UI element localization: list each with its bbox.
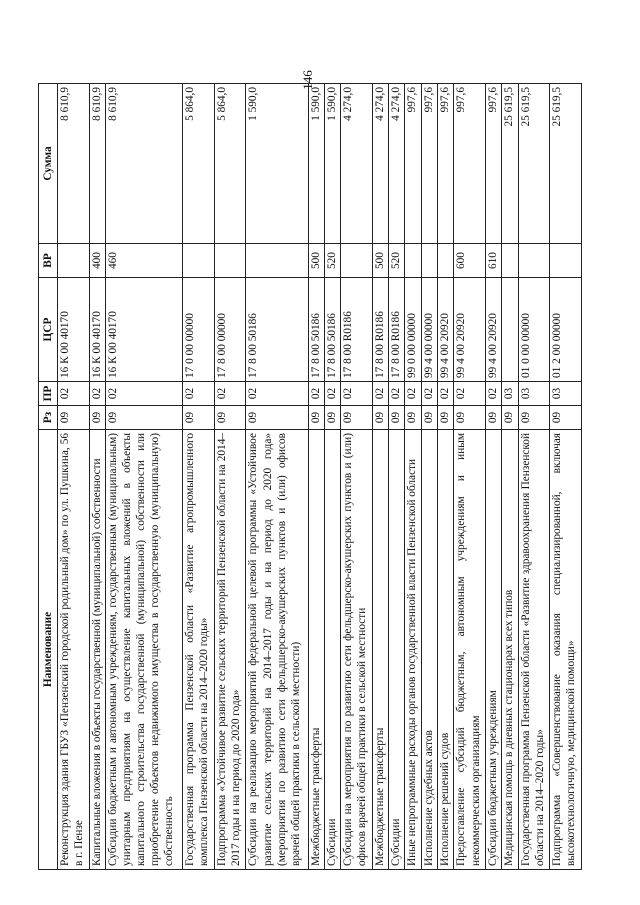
- cell-rz: 09: [550, 406, 582, 430]
- cell-sum: 997,6: [438, 84, 454, 244]
- table-row: [105, 84, 182, 870]
- cell-csr: 01 0 00 00000: [518, 278, 550, 382]
- table-header-row: [39, 84, 58, 870]
- budget-table: [38, 83, 582, 870]
- cell-csr: 16 К 00 40170: [105, 278, 182, 382]
- cell-name: Подпрограмма «Совершенствование оказания специализированной, включая высокотехнологичную, медицинской помощи»: [550, 430, 582, 870]
- cell-pr: 02: [341, 382, 373, 406]
- cell-pr: 02: [372, 382, 388, 406]
- cell-csr: 99 4 00 20920: [485, 278, 501, 382]
- header-sum: Сумма: [39, 84, 58, 244]
- cell-sum: 997,6: [405, 84, 421, 244]
- cell-rz: 09: [502, 406, 518, 430]
- table-row: [438, 84, 454, 870]
- cell-sum: 25 619,5: [502, 84, 518, 244]
- cell-csr: 16 К 00 40170: [58, 278, 90, 382]
- cell-vr: [341, 244, 373, 278]
- cell-pr: 02: [421, 382, 437, 406]
- table-row: [58, 84, 90, 870]
- cell-pr: 02: [105, 382, 182, 406]
- cell-rz: 09: [58, 406, 90, 430]
- cell-sum: 1 590,0: [324, 84, 340, 244]
- cell-pr: 02: [389, 382, 405, 406]
- cell-vr: [246, 244, 308, 278]
- cell-csr: 99 0 00 00000: [405, 278, 421, 382]
- cell-rz: 09: [372, 406, 388, 430]
- cell-name: Подпрограмма «Устойчивое развитие сельских территорий Пензенской области на 2014–2017 годы и на период до 2020 года»: [214, 430, 246, 870]
- cell-name: Иные непрограммные расходы органов государственной власти Пензенской области: [405, 430, 421, 870]
- cell-name: Межбюджетные трансферты: [372, 430, 388, 870]
- cell-csr: 99 4 00 20920: [438, 278, 454, 382]
- cell-vr: [214, 244, 246, 278]
- cell-sum: 4 274,0: [341, 84, 373, 244]
- cell-sum: 5 864,0: [183, 84, 215, 244]
- cell-vr: [502, 244, 518, 278]
- cell-pr: 02: [214, 382, 246, 406]
- cell-name: Государственная программа Пензенской области «Развитие здравоохранения Пензенской области на 2014–2020 годы»: [518, 430, 550, 870]
- cell-rz: 09: [105, 406, 182, 430]
- cell-name: Государственная программа Пензенской области «Развитие агропромышленного комплекса Пензенской области на 2014–2020 годы»: [183, 430, 215, 870]
- cell-vr: 610: [485, 244, 501, 278]
- cell-sum: 8 610,9: [89, 84, 105, 244]
- cell-name: Субсидии бюджетным учреждениям: [485, 430, 501, 870]
- cell-rz: 09: [518, 406, 550, 430]
- table-row: [246, 84, 308, 870]
- table-row: [214, 84, 246, 870]
- cell-pr: 02: [405, 382, 421, 406]
- cell-pr: 02: [246, 382, 308, 406]
- table-row: [454, 84, 486, 870]
- cell-csr: 17 8 00 R0186: [372, 278, 388, 382]
- table-row: [421, 84, 437, 870]
- table-row: [324, 84, 340, 870]
- cell-sum: 25 619,5: [550, 84, 582, 244]
- cell-rz: 09: [341, 406, 373, 430]
- cell-rz: 09: [89, 406, 105, 430]
- cell-pr: 02: [308, 382, 324, 406]
- cell-pr: 03: [550, 382, 582, 406]
- cell-vr: 500: [308, 244, 324, 278]
- cell-name: Медицинская помощь в дневных стационарах всех типов: [502, 430, 518, 870]
- cell-vr: [183, 244, 215, 278]
- cell-sum: 5 864,0: [214, 84, 246, 244]
- cell-sum: 1 590,0: [246, 84, 308, 244]
- cell-name: Субсидии бюджетным и автономным учреждениям, государственным (муниципальным) унитарным предприятиям на осуществление капитальных вложений в объекты капитального строительства государственной (муниципальной) собственности или приобретение объектов недвижимого имущества в государственную (муниципальную) собственность: [105, 430, 182, 870]
- cell-csr: 99 4 00 00000: [421, 278, 437, 382]
- cell-vr: [518, 244, 550, 278]
- header-rz: Рз: [39, 406, 58, 430]
- cell-csr: 16 К 00 40170: [89, 278, 105, 382]
- cell-rz: 09: [308, 406, 324, 430]
- cell-vr: [405, 244, 421, 278]
- table-row: [485, 84, 501, 870]
- cell-vr: [58, 244, 90, 278]
- table-row: [405, 84, 421, 870]
- cell-rz: 09: [324, 406, 340, 430]
- cell-sum: 997,6: [454, 84, 486, 244]
- table-body: [58, 84, 582, 870]
- cell-csr: 17 8 00 50186: [308, 278, 324, 382]
- cell-name: Капитальные вложения в объекты государственной (муниципальной) собственности: [89, 430, 105, 870]
- cell-csr: 01 2 00 00000: [550, 278, 582, 382]
- cell-csr: 99 4 00 20920: [454, 278, 486, 382]
- cell-rz: 09: [389, 406, 405, 430]
- cell-sum: 997,6: [421, 84, 437, 244]
- rotated-table-area: [38, 84, 582, 870]
- cell-rz: 09: [214, 406, 246, 430]
- cell-pr: 02: [183, 382, 215, 406]
- cell-name: Межбюджетные трансферты: [308, 430, 324, 870]
- cell-pr: 02: [89, 382, 105, 406]
- cell-sum: 997,6: [485, 84, 501, 244]
- rotated-table-wrapper: [38, 84, 582, 870]
- cell-name: Субсидии: [324, 430, 340, 870]
- table-row: [518, 84, 550, 870]
- cell-csr: [502, 278, 518, 382]
- cell-name: Субсидии на реализацию мероприятий федеральной целевой программы «Устойчивое развитие сельских территорий на 2014–2017 годы и на период до 2020 года» (мероприятия по развитию сети фельдшерско-акушерских пунктов и (или) офисов врачей общей практики в сельской местности): [246, 430, 308, 870]
- table-row: [183, 84, 215, 870]
- cell-pr: 03: [502, 382, 518, 406]
- cell-csr: 17 8 00 50186: [246, 278, 308, 382]
- header-pr: ПР: [39, 382, 58, 406]
- table-row: [341, 84, 373, 870]
- cell-pr: 02: [324, 382, 340, 406]
- cell-sum: 8 610,9: [58, 84, 90, 244]
- cell-vr: [550, 244, 582, 278]
- cell-vr: 400: [89, 244, 105, 278]
- cell-name: Субсидии: [389, 430, 405, 870]
- cell-vr: 500: [372, 244, 388, 278]
- table-row: [389, 84, 405, 870]
- cell-sum: 1 590,0: [308, 84, 324, 244]
- table-row: [502, 84, 518, 870]
- cell-sum: 25 619,5: [518, 84, 550, 244]
- cell-rz: 09: [454, 406, 486, 430]
- cell-pr: 02: [58, 382, 90, 406]
- cell-rz: 09: [246, 406, 308, 430]
- table-row: [308, 84, 324, 870]
- header-name: Наименование: [39, 430, 58, 870]
- cell-rz: 09: [405, 406, 421, 430]
- cell-vr: 600: [454, 244, 486, 278]
- cell-pr: 02: [485, 382, 501, 406]
- cell-vr: 520: [389, 244, 405, 278]
- cell-csr: 17 8 00 R0186: [341, 278, 373, 382]
- table-row: [372, 84, 388, 870]
- cell-sum: 4 274,0: [372, 84, 388, 244]
- cell-rz: 09: [438, 406, 454, 430]
- cell-name: Исполнение судебных актов: [421, 430, 437, 870]
- cell-name: Реконструкция здания ГБУЗ «Пензенский городской родильный дом» по ул. Пушкина, 56 в г. Пензе: [58, 430, 90, 870]
- cell-name: Предоставление субсидий бюджетным, автономным учреждениям и иным некоммерческим организациям: [454, 430, 486, 870]
- cell-rz: 09: [421, 406, 437, 430]
- cell-csr: 17 8 00 50186: [324, 278, 340, 382]
- cell-vr: [421, 244, 437, 278]
- cell-pr: 03: [518, 382, 550, 406]
- cell-vr: [438, 244, 454, 278]
- cell-pr: 02: [438, 382, 454, 406]
- table-row: [89, 84, 105, 870]
- header-csr: ЦСР: [39, 278, 58, 382]
- cell-vr: 520: [324, 244, 340, 278]
- cell-name: Исполнение решений судов: [438, 430, 454, 870]
- table-row: [550, 84, 582, 870]
- cell-pr: 02: [454, 382, 486, 406]
- cell-sum: 8 610,9: [105, 84, 182, 244]
- cell-name: Субсидии на мероприятия по развитию сети фельдшерско-акушерских пунктов и (или) офисов врачей общей практики в сельской местности: [341, 430, 373, 870]
- cell-rz: 09: [183, 406, 215, 430]
- cell-csr: 17 8 00 00000: [214, 278, 246, 382]
- cell-csr: 17 0 00 00000: [183, 278, 215, 382]
- cell-csr: 17 8 00 R0186: [389, 278, 405, 382]
- page-number: 146: [300, 70, 315, 90]
- cell-sum: 4 274,0: [389, 84, 405, 244]
- cell-vr: 460: [105, 244, 182, 278]
- cell-rz: 09: [485, 406, 501, 430]
- header-vr: ВР: [39, 244, 58, 278]
